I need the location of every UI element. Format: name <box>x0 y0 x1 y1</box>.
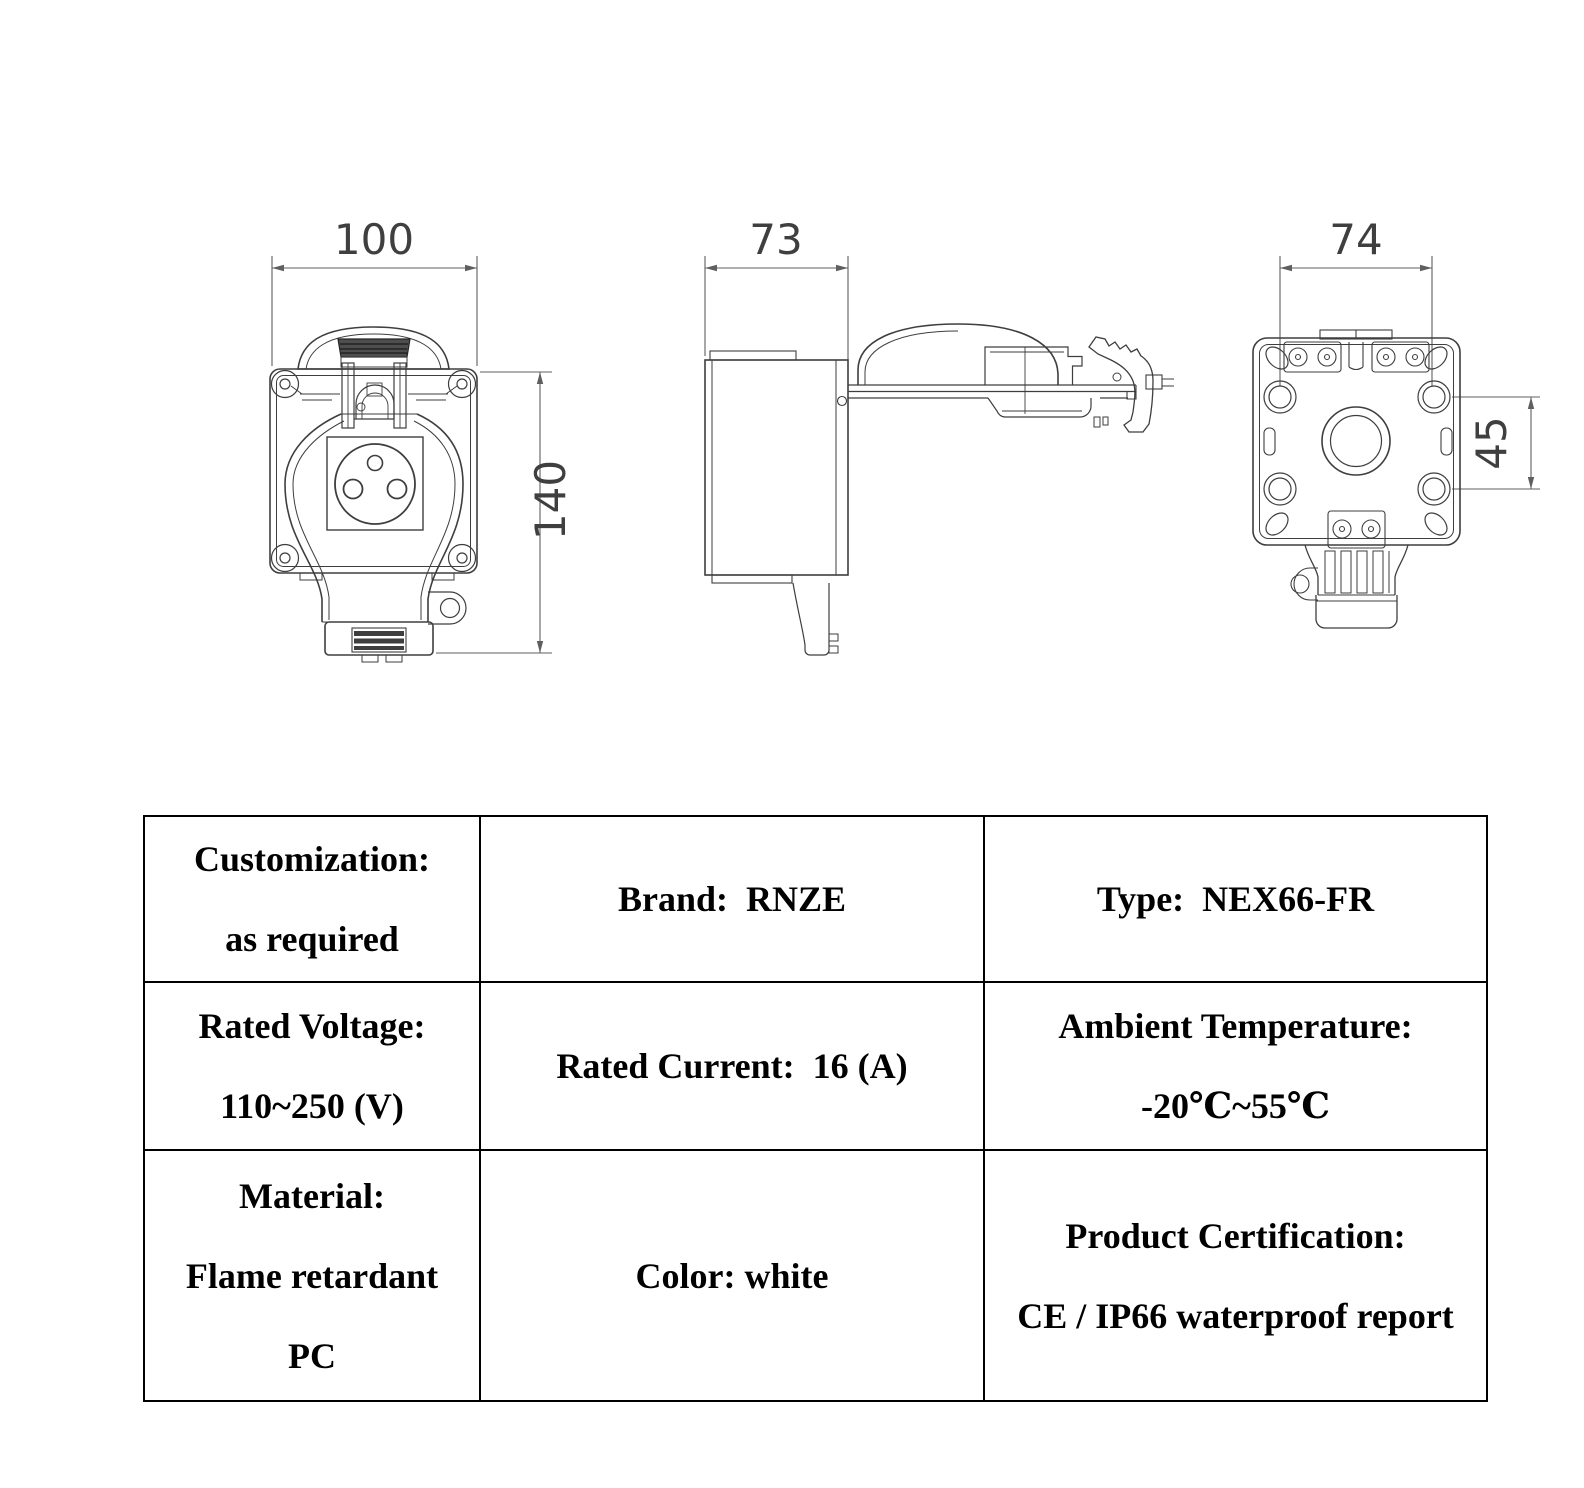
side-lower-foot <box>793 583 838 655</box>
front-width-dimension-label: 100 <box>333 215 415 264</box>
spec-line: Ambient Temperature: <box>1058 1006 1413 1046</box>
front-height-dimension-label: 140 <box>526 459 575 541</box>
side-depth-dimension <box>705 256 848 360</box>
rear-mounting-holes <box>1264 381 1450 505</box>
spec-line: Material: <box>239 1175 385 1216</box>
spec-line: Customization: <box>194 839 430 879</box>
rear-cable-gland <box>1291 545 1408 628</box>
rear-view-drawing <box>1253 215 1540 628</box>
spec-line: Brand: RNZE <box>617 879 847 919</box>
spec-cell-ambient-temperature <box>985 983 1486 1151</box>
spec-cell-certification <box>985 1151 1486 1400</box>
front-cable-housing <box>322 592 466 662</box>
front-view-drawing <box>270 215 575 662</box>
rear-hole-spacing-dimension-label: 45 <box>1467 416 1516 470</box>
spec-table <box>143 815 1488 1402</box>
side-view-drawing <box>705 215 1174 655</box>
spec-cell-rated-current <box>481 983 985 1151</box>
spec-line: as required <box>225 919 399 959</box>
spec-line: Flame retardant <box>185 1255 439 1296</box>
front-teardrop-body <box>285 414 463 622</box>
spec-line: CE / IP66 waterproof report <box>1017 1295 1454 1336</box>
front-hinge-mechanism <box>342 363 406 428</box>
rear-width-dimension-label: 74 <box>1329 215 1383 264</box>
rear-width-dimension <box>1280 256 1432 386</box>
spec-cell-customization <box>145 817 481 983</box>
live-pin-hole <box>344 480 363 499</box>
rear-center-opening <box>1264 407 1452 475</box>
neutral-pin-hole <box>388 480 407 499</box>
spec-cell-type <box>985 817 1486 983</box>
spec-line: PC <box>288 1335 336 1376</box>
rear-terminal-blocks <box>1284 330 1429 548</box>
spec-line: Rated Voltage: <box>198 1006 426 1046</box>
spec-cell-material <box>145 1151 481 1400</box>
side-enclosure-box <box>705 351 848 583</box>
mount-ear-hole <box>441 599 460 618</box>
front-socket-face <box>327 437 423 530</box>
spec-cell-rated-voltage <box>145 983 481 1151</box>
spec-cell-brand <box>481 817 985 983</box>
side-socket-profile <box>985 347 1108 427</box>
spec-line: 110~250 (V) <box>220 1086 404 1126</box>
spec-line: Color: white <box>635 1255 829 1296</box>
front-flip-cover <box>291 327 457 400</box>
side-flip-cover-open <box>848 324 1136 399</box>
spec-line: -20℃~55℃ <box>1141 1086 1330 1126</box>
spec-line: Type: NEX66-FR <box>1096 879 1375 919</box>
spec-line: Product Certification: <box>1065 1215 1406 1256</box>
spec-cell-color <box>481 1151 985 1400</box>
side-depth-dimension-label: 73 <box>749 215 803 264</box>
ground-pin-hole <box>368 456 383 471</box>
spec-line: Rated Current: 16 (A) <box>556 1046 908 1086</box>
